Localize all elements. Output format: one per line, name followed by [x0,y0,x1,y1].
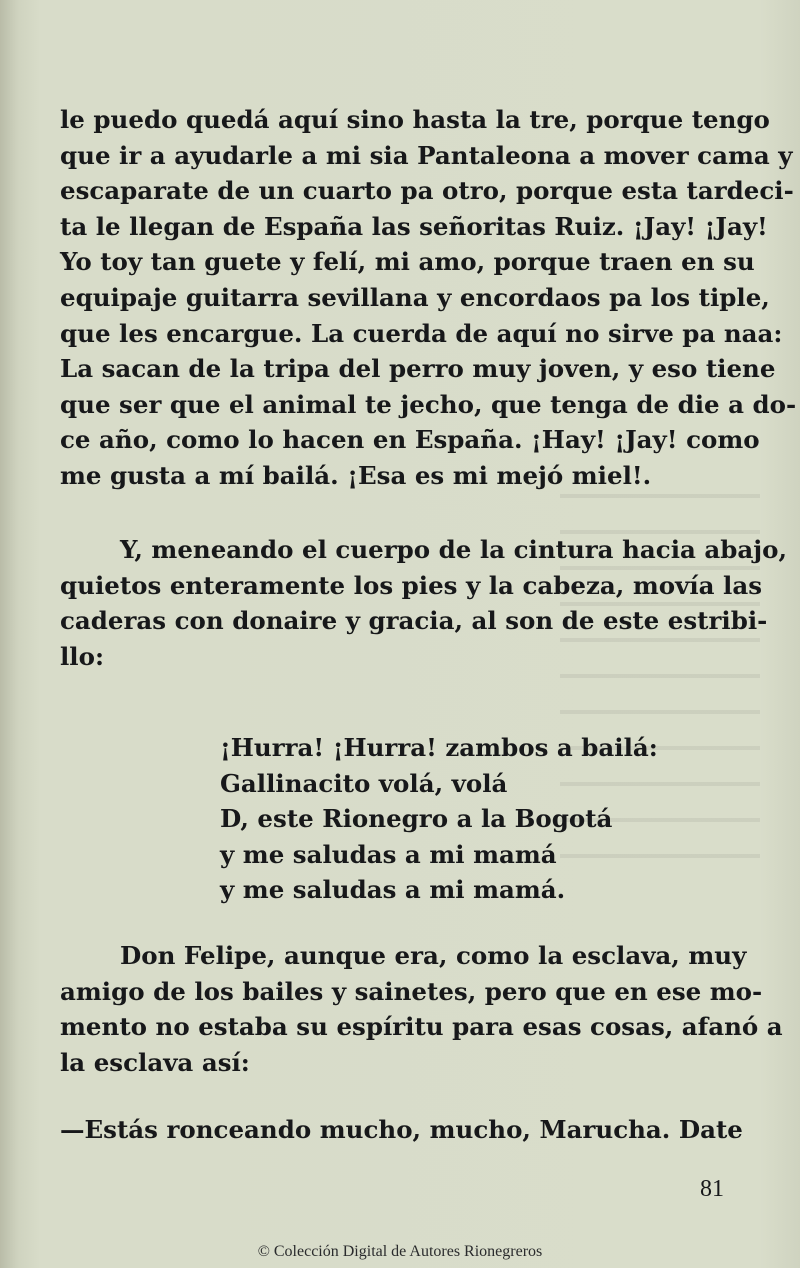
text-line: escaparate de un cuarto pa otro, porque esta tardeci- [60,176,794,206]
verse-line: Gallinacito volá, volá [220,768,508,798]
text-line: La sacan de la tripa del perro muy joven, y eso tiene [60,354,776,384]
text-line: le puedo quedá aquí sino hasta la tre, porque tengo [60,105,770,134]
text-line: equipaje guitarra sevillana y encordaos pa los tiple, [60,282,770,312]
verse-stanza [220,730,658,908]
text-line: quietos enteramente los pies y la cabeza, movía las [60,570,763,600]
text-line: que ir a ayudarle a mi sia Pantaleona a mover cama y [60,140,793,170]
text-line: que les encargue. La cuerda de aquí no sirve pa naa: [60,318,783,348]
text-line: la esclava así: [60,1047,250,1077]
paragraph-4 [60,1112,743,1148]
text-line: me gusta a mí bailá. ¡Esa es mi mejó miel!. [60,460,652,490]
text-line: Y, meneando el cuerpo de la cintura hacia abajo, [120,535,788,564]
text-line: mento no estaba su espíritu para esas cosas, afanó a [60,1012,783,1042]
verse-line: ¡Hurra! ¡Hurra! zambos a bailá: [220,733,658,762]
paragraph-3 [60,938,783,1080]
copyright-footer: © Colección Digital de Autores Rionegreros [257,1243,543,1260]
text-line: que ser que el animal te jecho, que tenga de die a do- [60,389,797,419]
text-line: —Estás ronceando mucho, mucho, Marucha. Date [60,1115,743,1144]
text-line: caderas con donaire y gracia, al son de este estribi- [60,606,768,636]
text-line: amigo de los bailes y sainetes, pero que en ese mo- [60,976,763,1006]
text-line: Don Felipe, aunque era, como la esclava, muy [120,941,747,970]
text-line: ce año, como lo hacen en España. ¡Hay! ¡Jay! como [60,425,760,455]
text-line: ta le llegan de España las señoritas Ruiz. ¡Jay! ¡Jay! [60,211,768,241]
verse-line: D, este Rionegro a la Bogotá [220,804,613,834]
paragraph-2 [60,532,788,674]
verse-line: y me saludas a mi mamá. [220,875,566,905]
paragraph-1 [60,102,797,494]
page-number: 81 [700,1176,724,1202]
verse-line: y me saludas a mi mamá [220,839,557,869]
text-line: llo: [60,641,104,671]
text-line: Yo toy tan guete y felí, mi amo, porque traen en su [60,247,755,277]
